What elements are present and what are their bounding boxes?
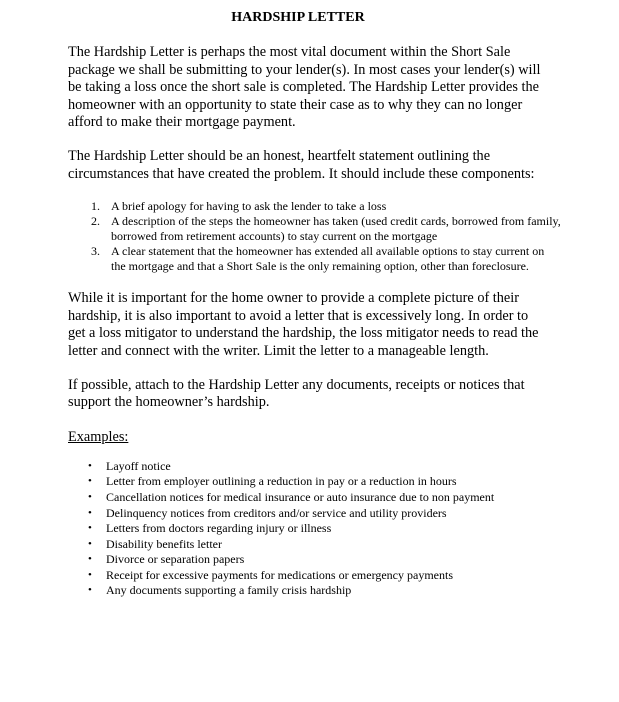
list-item — [88, 459, 548, 475]
bullet-icon: • — [88, 537, 92, 550]
length-advice-paragraph: While it is important for the home owner to provide a complete picture of their hardship, it is also important to avoid a letter that is excessively long. In order to get a loss mitigator to understand the hardship, the loss mitigator needs to read the letter and connect with the writer. Limit the letter to a manageable length. — [68, 290, 539, 359]
list-item-number: 2. — [91, 214, 100, 229]
list-item-text: Layoff notice — [106, 458, 171, 473]
bullet-icon: • — [88, 459, 92, 472]
bullet-icon: • — [88, 584, 92, 597]
list-item-text: Disability benefits letter — [106, 536, 222, 551]
components-list — [91, 199, 561, 274]
list-item-number: 1. — [91, 199, 100, 214]
bullet-icon: • — [88, 506, 92, 519]
list-item-text: Letter from employer outlining a reduction in pay or a reduction in hours — [106, 474, 457, 489]
list-item — [88, 490, 548, 506]
bullet-icon: • — [88, 490, 92, 503]
list-item-text: A description of the steps the homeowner has taken (used credit cards, borrowed from family, borrowed from retirement accounts) to stay current on the mortgage — [111, 214, 561, 244]
list-item-text: Letters from doctors regarding injury or illness — [106, 521, 332, 536]
list-item-text: A brief apology for having to ask the lender to take a loss — [111, 199, 387, 214]
document-page — [68, 9, 561, 599]
list-item — [88, 521, 548, 537]
examples-list — [88, 459, 548, 599]
list-item-text: Divorce or separation papers — [106, 552, 245, 567]
bullet-icon: • — [88, 522, 92, 535]
list-item — [88, 506, 548, 522]
list-item-text: Cancellation notices for medical insurance or auto insurance due to non payment — [106, 489, 495, 504]
list-item — [91, 214, 561, 244]
list-item-text: Delinquency notices from creditors and/or service and utility providers — [106, 505, 447, 520]
bullet-icon: • — [88, 553, 92, 566]
list-item-text: Receipt for excessive payments for medications or emergency payments — [106, 567, 453, 582]
list-item-text: Any documents supporting a family crisis hardship — [106, 583, 352, 598]
list-item — [88, 537, 548, 553]
list-item — [91, 244, 561, 274]
list-item — [88, 583, 548, 599]
examples-heading: Examples: — [68, 428, 129, 445]
list-item — [91, 199, 561, 214]
attachments-paragraph: If possible, attach to the Hardship Letter any documents, receipts or notices that support the homeowner’s hardship. — [68, 376, 525, 411]
list-item-text: A clear statement that the homeowner has extended all available options to stay current on the mortgage and that a Short Sale is the only remaining option, other than foreclosure. — [111, 244, 545, 274]
list-item-number: 3. — [91, 244, 100, 259]
list-item — [88, 474, 548, 490]
bullet-icon: • — [88, 568, 92, 581]
bullet-icon: • — [88, 475, 92, 488]
components-intro-paragraph: The Hardship Letter should be an honest, heartfelt statement outlining the circumstances that have created the problem. It should include these components: — [68, 147, 535, 182]
intro-paragraph: The Hardship Letter is perhaps the most vital document within the Short Sale package we shall be submitting to your lender(s). In most cases your lender(s) will be taking a loss once the short sale is completed. The Hardship Letter provides the homeowner with an opportunity to state their case as to why they can no longer afford to make their mortgage payment. — [68, 44, 541, 131]
list-item — [88, 552, 548, 568]
list-item — [88, 568, 548, 584]
document-title: HARDSHIP LETTER — [231, 10, 365, 25]
